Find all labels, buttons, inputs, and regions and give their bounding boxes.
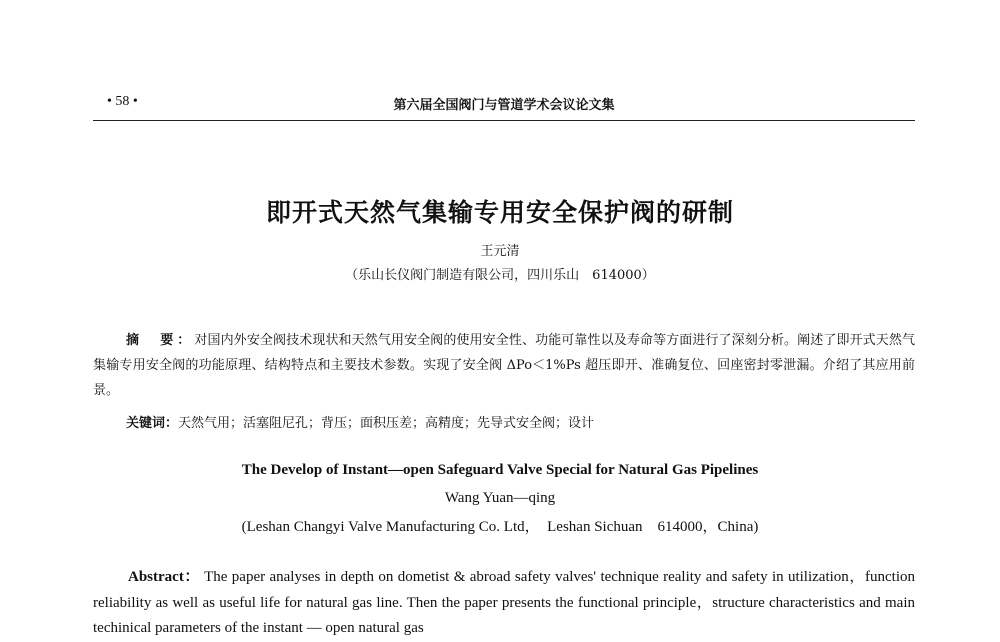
english-title: The Develop of Instant—open Safeguard Valve Special for Natural Gas Pipelines	[241, 462, 759, 478]
english-author: Wang Yuan—qing	[444, 490, 556, 506]
chinese-abstract-label: 摘 要：	[126, 333, 195, 348]
chinese-keywords-text: 天然气用；活塞阻尼孔；背压；面积压差；高精度；先导式安全阀；设计	[178, 416, 595, 431]
english-affiliation: (Leshan Changyi Valve Manufacturing Co. Ltd， Leshan Sichuan 614000，China)	[241, 519, 759, 535]
chinese-keywords	[126, 412, 915, 431]
english-abstract	[93, 565, 915, 642]
chinese-keywords-label: 关键词：	[126, 416, 179, 431]
journal-title: 第六届全国阀门与管道学术会议论文集	[393, 98, 615, 113]
chinese-title: 即开式天然气集输专用安全保护阀的研制	[265, 198, 734, 227]
english-abstract-text: The paper analyses in depth on dometist & abroad safety valves' technique reality and safety in utilization，function reliability as well as useful life for natural gas line. Then the paper presents the functional principle，structure characteristics and main techinical parameters of the instant — open natural gas	[93, 569, 915, 636]
chinese-abstract-text: 对国内外安全阀技术现状和天然气用安全阀的使用安全性、功能可靠性以及寿命等方面进行了深刻分析。阐述了即开式天然气集输专用安全阀的功能原理、结构特点和主要技术参数。实现了安全阀 ΔPo＜1%Ps 超压即开、准确复位、回座密封零泄漏。介绍了其应用前景。	[93, 333, 915, 398]
chinese-author: 王元清	[480, 244, 520, 259]
header-divider	[93, 120, 915, 121]
chinese-abstract	[93, 328, 915, 403]
english-abstract-label: Abstract：	[128, 569, 201, 585]
chinese-affiliation: （乐山长仪阀门制造有限公司，四川乐山 614000）	[345, 268, 655, 283]
running-header	[93, 94, 915, 116]
page-number: • 58 •	[107, 94, 138, 109]
